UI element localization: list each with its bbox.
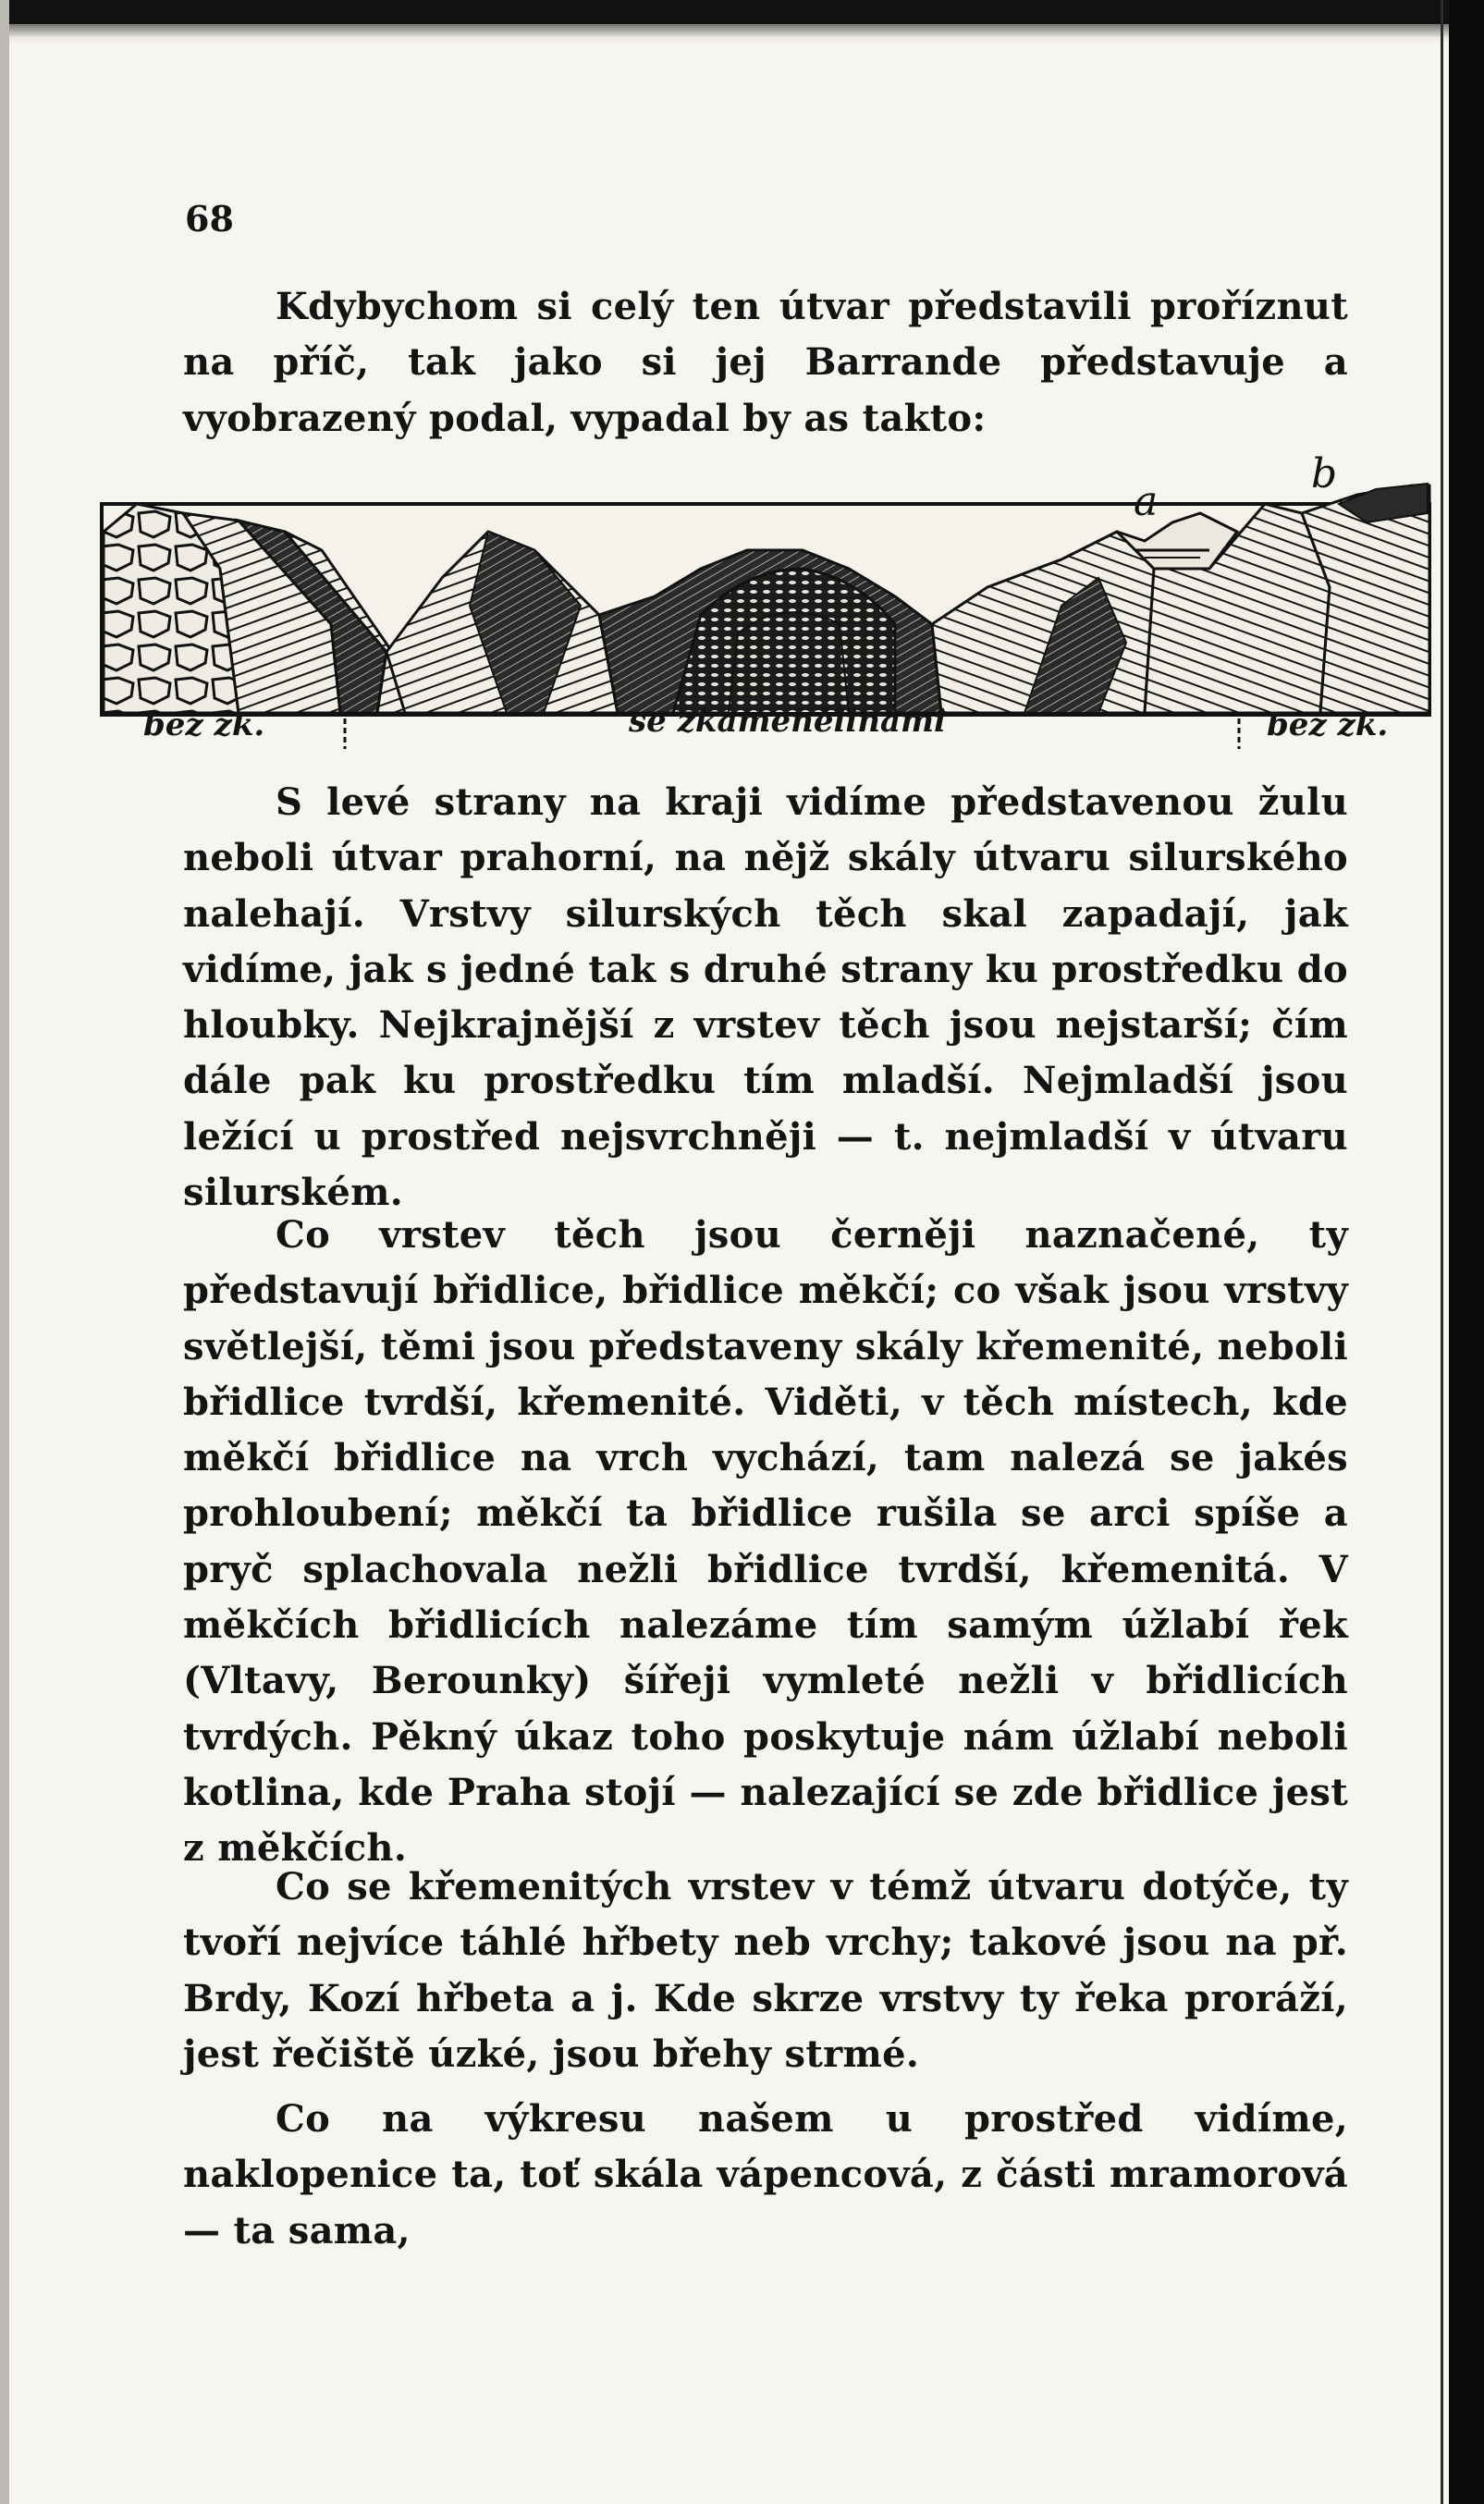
scan-top-shadow bbox=[0, 24, 1484, 44]
paragraph-text: Co na výkresu našem u prostřed vidíme, naklopenice ta, toť skála vápencová, z části mramorová — ta sama, bbox=[183, 2097, 1348, 2252]
scan-top-border bbox=[0, 0, 1484, 24]
paragraph-text: Co se křemenitých vrstev v témž útvaru dotýče, ty tvoří nejvíce táhlé hřbety neb vrchy; takové jsou na př. Brdy, Kozí hřbeta a j. Kde skrze vrstvy ty řeka proráží, jest řečiště úzké, jsou břehy strmé. bbox=[183, 1865, 1348, 2076]
paragraph-slate bbox=[183, 1208, 1348, 1877]
scan-left-border bbox=[0, 0, 9, 2504]
figure-label-a: a bbox=[1134, 478, 1159, 525]
paragraph-limestone bbox=[183, 2092, 1348, 2259]
figure-label-b: b bbox=[1311, 450, 1338, 497]
scan-right-border bbox=[1449, 0, 1484, 2504]
paragraph-quartz bbox=[183, 1860, 1348, 2082]
paragraph-text: Co vrstev těch jsou černěji naznačené, ty představují břidlice, břidlice měkčí; co však jsou vrstvy světlejší, těmi jsou představeny skály křemenité, neboli břidlice tvrdší, křemenité. Viděti, v těch místech, kde měkčí břidlice na vrch vychází, tam nalezá se jakés prohloubení; měkčí ta břidlice rušila se arci spíše a pryč splachovala nežli břidlice tvrdší, křemenitá. V měkčích břidlicích nalezáme tím samým úžlabí řek (Vltavy, Berounky) šířeji vymleté nežli v břidlicích tvrdých. Pěkný úkaz toho poskytuje nám úžlabí neboli kotlina, kde Praha stojí — nalezající se zde břidlice jest z měkčích. bbox=[183, 1213, 1348, 1871]
caption-left: bez zk. bbox=[143, 706, 265, 743]
paragraph-text: S levé strany na kraji vidíme představenou žulu neboli útvar prahorní, na nějž skály útvaru silurského nalehají. Vrstvy silurských těch skal zapadají, jak vidíme, jak s jedné tak s druhé strany ku prostředku do hloubky. Nejkrajnější z vrstev těch jsou nejstarší; čím dále pak ku prostředku tím mladší. Nejmladší jsou ležící u prostřed nejsvrchněji — t. nejmladší v útvaru silurském. bbox=[183, 780, 1348, 1215]
paragraph-intro bbox=[183, 279, 1348, 447]
paragraph-granite bbox=[183, 775, 1348, 1221]
caption-center: se zkamenělinami bbox=[629, 703, 946, 740]
page-number: 68 bbox=[185, 198, 234, 239]
caption-right: bez zk. bbox=[1267, 706, 1389, 743]
paragraph-text: Kdybychom si celý ten útvar představili proříznut na příč, tak jako si jej Barrande představuje a vyobrazený podal, vypadal by as takto: bbox=[183, 285, 1348, 440]
scan-right-rule bbox=[1441, 0, 1443, 2504]
